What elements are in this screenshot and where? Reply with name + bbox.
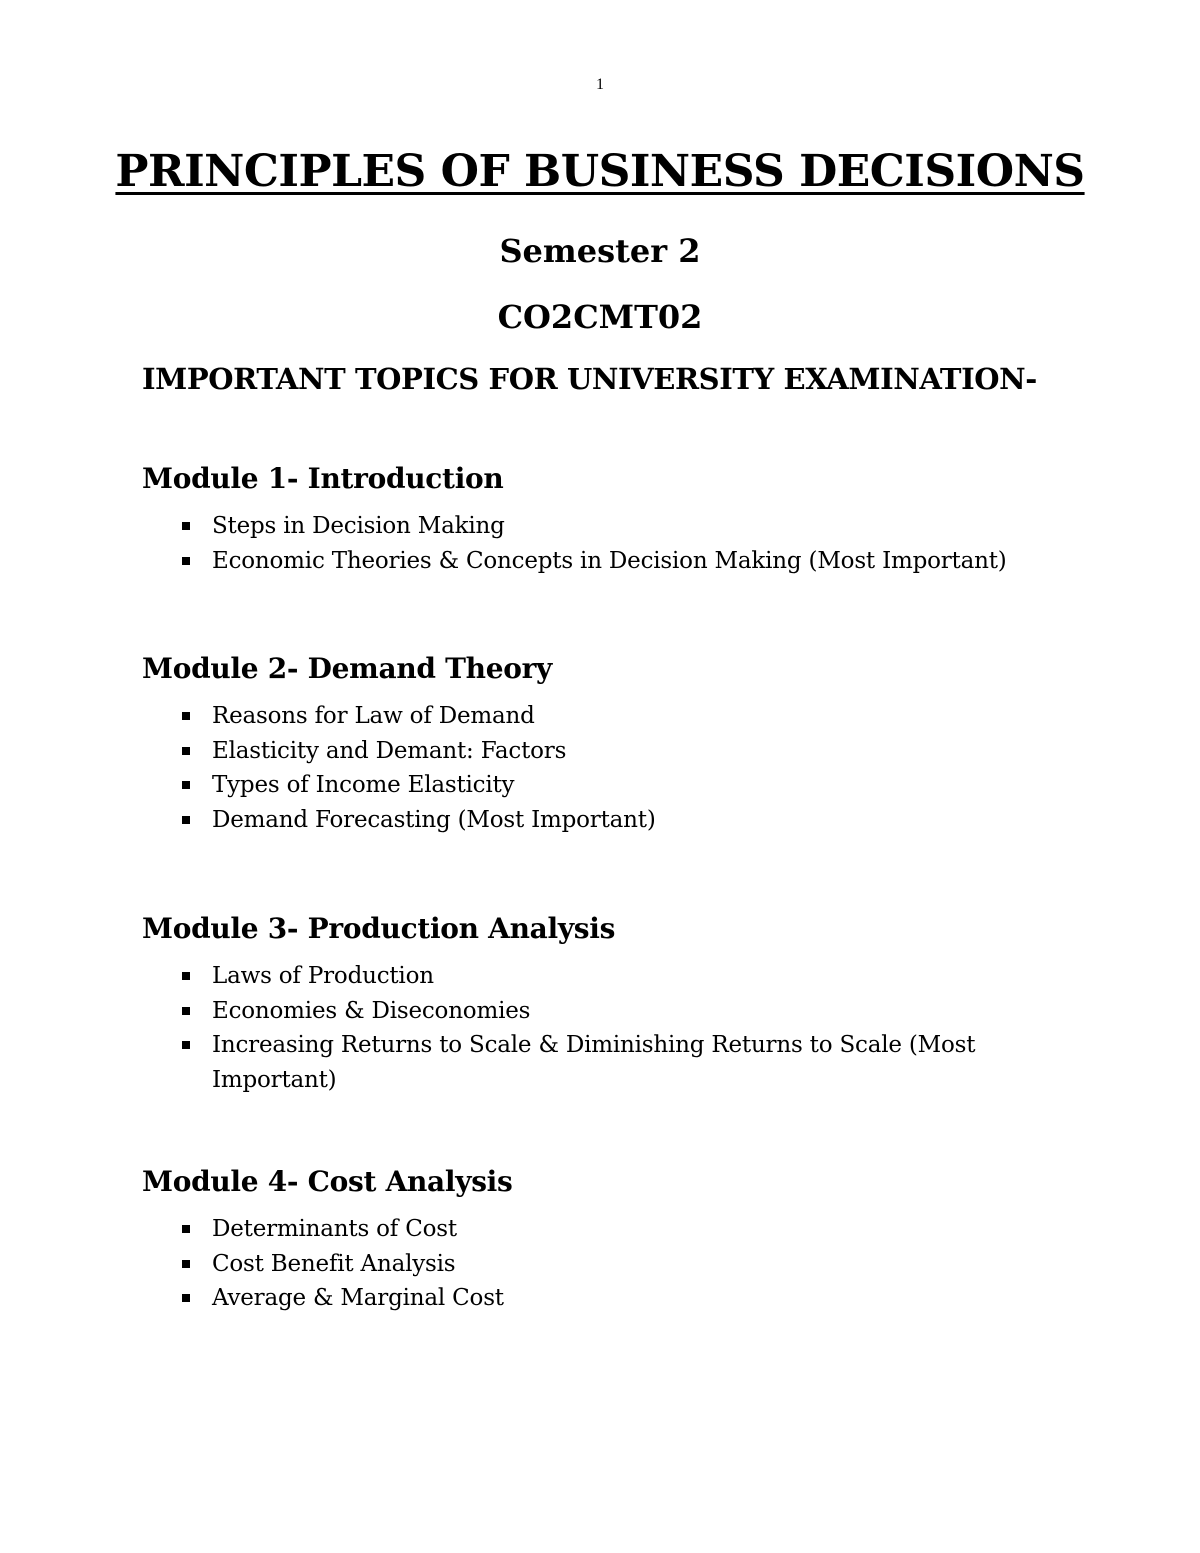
semester-label: Semester 2	[499, 232, 701, 270]
topic-text: Determinants of Cost	[212, 1216, 457, 1242]
course-code: CO2CMT02	[497, 298, 703, 336]
topic-text: Types of Income Elasticity	[212, 772, 515, 798]
topic-list	[142, 509, 1042, 578]
topic-item	[142, 1028, 1042, 1097]
topic-item	[142, 699, 1042, 734]
square-bullet-icon	[182, 972, 190, 980]
topic-text: Economic Theories & Concepts in Decision Making (Most Important)	[212, 547, 1007, 574]
square-bullet-icon	[182, 816, 190, 824]
module-section-1	[142, 462, 1042, 578]
topic-text: Demand Forecasting (Most Important)	[212, 806, 656, 833]
topic-text: Economies & Diseconomies	[212, 997, 531, 1024]
square-bullet-icon	[182, 1041, 190, 1049]
topic-item	[142, 1212, 1042, 1247]
topic-text: Average & Marginal Cost	[212, 1285, 504, 1311]
topic-item	[142, 1281, 1042, 1316]
module-section-3	[142, 912, 1042, 1097]
topic-item	[142, 734, 1042, 769]
topic-text: Laws of Production	[212, 963, 434, 989]
square-bullet-icon	[182, 781, 190, 789]
topic-item	[142, 544, 1042, 579]
topic-text: Cost Benefit Analysis	[212, 1250, 456, 1277]
square-bullet-icon	[182, 712, 190, 720]
square-bullet-icon	[182, 1294, 190, 1302]
topic-item	[142, 994, 1042, 1029]
square-bullet-icon	[182, 522, 190, 530]
topic-list	[142, 1212, 1042, 1316]
page-number: 1	[596, 76, 604, 93]
module-title: Module 3- Production Analysis	[142, 912, 616, 945]
topic-item	[142, 959, 1042, 994]
topic-item	[142, 1247, 1042, 1282]
topic-item	[142, 509, 1042, 544]
module-section-2	[142, 652, 1042, 837]
module-section-4	[142, 1165, 1042, 1316]
square-bullet-icon	[182, 747, 190, 755]
topic-text: Reasons for Law of Demand	[212, 703, 535, 729]
topic-text: Elasticity and Demant: Factors	[212, 737, 567, 764]
topic-item	[142, 768, 1042, 803]
square-bullet-icon	[182, 1225, 190, 1233]
module-title: Module 1- Introduction	[142, 462, 504, 495]
topic-list	[142, 959, 1042, 1097]
module-title: Module 4- Cost Analysis	[142, 1165, 513, 1198]
topics-heading: IMPORTANT TOPICS FOR UNIVERSITY EXAMINATION-	[142, 362, 1037, 396]
document-title: PRINCIPLES OF BUSINESS DECISIONS	[115, 146, 1085, 197]
module-title: Module 2- Demand Theory	[142, 652, 553, 685]
square-bullet-icon	[182, 1260, 190, 1268]
square-bullet-icon	[182, 557, 190, 565]
topic-text: Steps in Decision Making	[212, 513, 505, 539]
topic-list	[142, 699, 1042, 837]
topic-item	[142, 803, 1042, 838]
topic-text: Increasing Returns to Scale & Diminishing Returns to Scale (Most Important)	[212, 1032, 976, 1093]
square-bullet-icon	[182, 1007, 190, 1015]
